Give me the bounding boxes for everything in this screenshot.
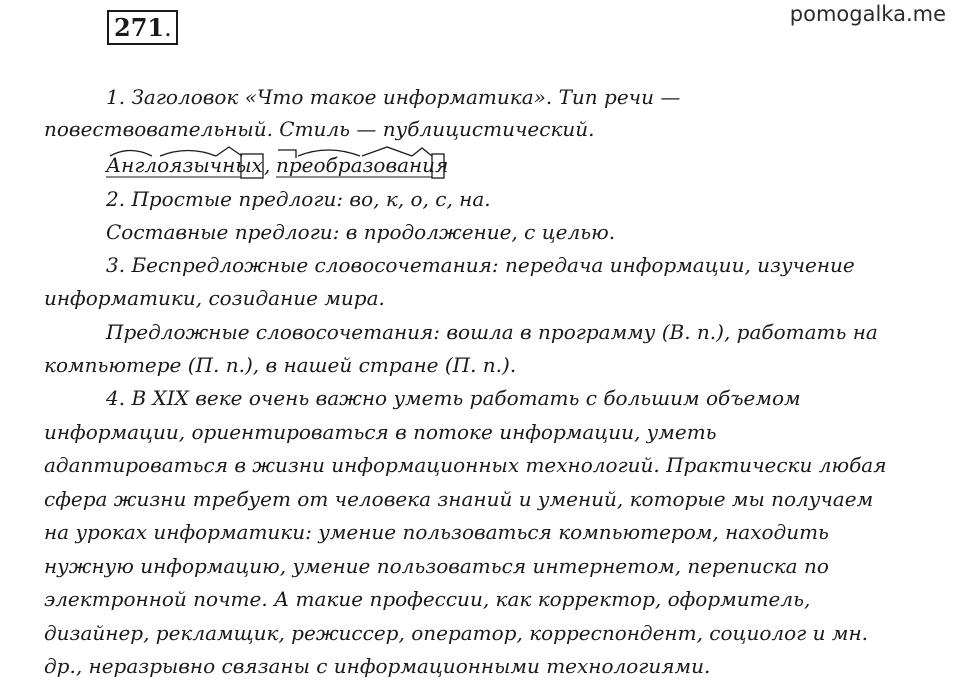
morpheme-word-2: преобразования	[276, 153, 449, 177]
text-line: адаптироваться в жизни информационных технологий. Практически любая	[44, 453, 887, 477]
exercise-number-dot: .	[164, 14, 172, 42]
text-line: Составные предлоги: в продолжение, с целью.	[106, 220, 616, 244]
text-line: повествовательный. Стиль — публицистический.	[44, 117, 595, 141]
text-line: информации, ориентироваться в потоке информации, уметь	[44, 420, 717, 444]
text-line: сфера жизни требует от человека знаний и умений, которые мы получаем	[44, 487, 874, 511]
text-line: Предложные словосочетания: вошла в программу (В. п.), работать на	[106, 320, 878, 344]
text-line: нужную информацию, умение пользоваться интернетом, переписка по	[44, 554, 829, 578]
text-line: др., неразрывно связаны с информационными технологиями.	[44, 654, 711, 678]
text-line: 2. Простые предлоги: во, к, о, с, на.	[106, 187, 491, 211]
morpheme-comma: ,	[264, 153, 271, 177]
text-line: информатики, созидание мира.	[44, 286, 385, 310]
exercise-number: 271	[114, 13, 165, 42]
text-line: на уроках информатики: умение пользоваться компьютером, находить	[44, 520, 829, 544]
text-line: 3. Беспредложные словосочетания: передача информации, изучение	[106, 253, 855, 277]
site-watermark: pomogalka.me	[789, 2, 946, 26]
text-line: 4. В XIX веке очень важно уметь работать с большим объемом	[106, 386, 801, 410]
text-line: дизайнер, рекламщик, режиссер, оператор, корреспондент, социолог и мн.	[44, 621, 868, 645]
text-line: 1. Заголовок «Что такое информатика». Тип речи —	[106, 85, 681, 109]
text-line: компьютере (П. п.), в нашей стране (П. п.).	[44, 353, 517, 377]
exercise-number-box	[107, 10, 178, 45]
morpheme-word-1: Англоязычных	[106, 153, 263, 177]
text-line: электронной почте. А такие профессии, как корректор, оформитель,	[44, 587, 811, 611]
